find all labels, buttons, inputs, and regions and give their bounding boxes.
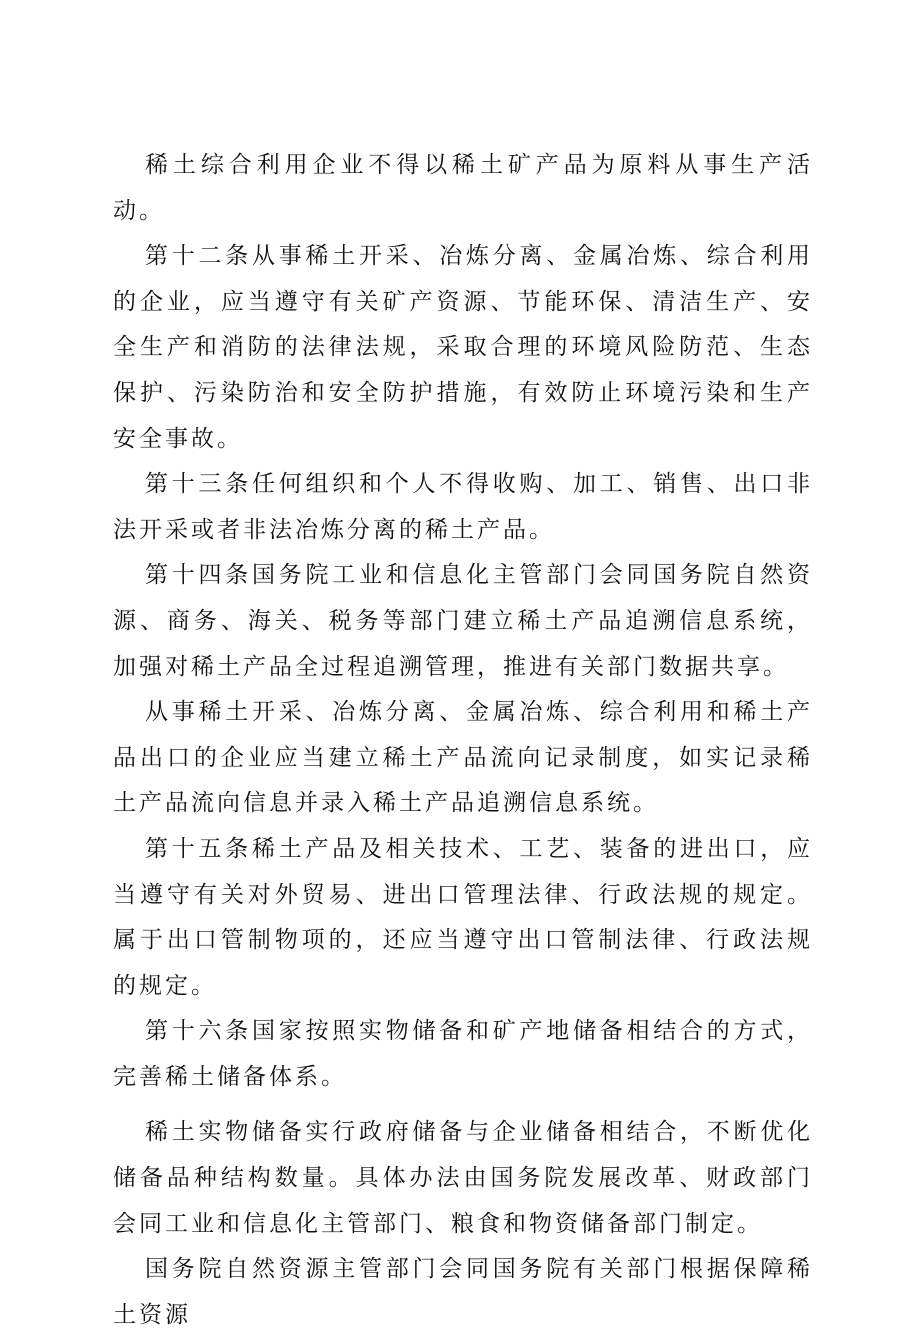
paragraph-article-16-clause-2: 稀土实物储备实行政府储备与企业储备相结合，不断优化储备品种结构数量。具体办法由国务院发展改革、财政部门会同工业和信息化主管部门、粮食和物资储备部门制定。 [113, 1119, 813, 1237]
paragraph-1: 稀土综合利用企业不得以稀土矿产品为原料从事生产活动。 [113, 152, 813, 224]
paragraph-article-16: 第十六条国家按照实物储备和矿产地储备相结合的方式，完善稀土储备体系。 [113, 1018, 813, 1090]
paragraph-article-15: 第十五条稀土产品及相关技术、工艺、装备的进出口，应当遵守有关对外贸易、进出口管理法律、行政法规的规定。属于出口管制物项的，还应当遵守出口管制法律、行政法规的规定。 [113, 835, 813, 999]
paragraph-article-14-clause-2: 从事稀土开采、冶炼分离、金属冶炼、综合利用和稀土产品出口的企业应当建立稀土产品流向记录制度，如实记录稀土产品流向信息并录入稀土产品追溯信息系统。 [113, 699, 813, 817]
paragraph-article-13: 第十三条任何组织和个人不得收购、加工、销售、出口非法开采或者非法冶炼分离的稀土产品。 [113, 471, 813, 543]
paragraph-article-16-clause-3: 国务院自然资源主管部门会同国务院有关部门根据保障稀土资源 [113, 1256, 813, 1328]
document-body [113, 143, 813, 1338]
paragraph-article-12: 第十二条从事稀土开采、冶炼分离、金属冶炼、综合利用的企业，应当遵守有关矿产资源、节能环保、清洁生产、安全生产和消防的法律法规，采取合理的环境风险防范、生态保护、污染防治和安全防护措施，有效防止环境污染和生产安全事故。 [113, 243, 813, 452]
paragraph-article-14: 第十四条国务院工业和信息化主管部门会同国务院自然资源、商务、海关、税务等部门建立稀土产品追溯信息系统，加强对稀土产品全过程追溯管理，推进有关部门数据共享。 [113, 562, 813, 680]
